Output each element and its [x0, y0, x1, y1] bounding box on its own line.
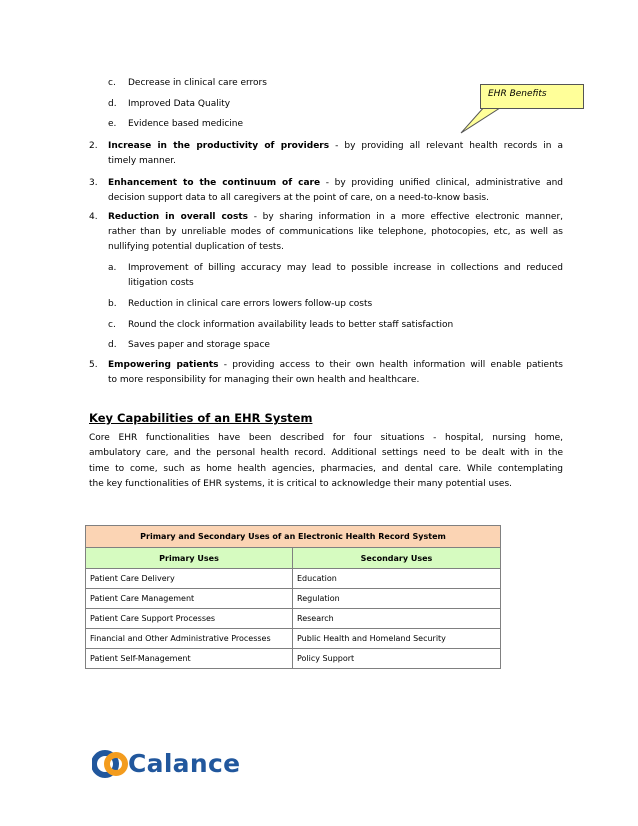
list-item: Evidence based medicine — [128, 119, 244, 129]
column-header-primary: Primary Uses — [86, 548, 293, 569]
table-row — [86, 629, 501, 649]
item-line — [108, 176, 563, 191]
paragraph-line: time to come, such as home health agencies, pharmacies, and dental care. While contemplating — [89, 464, 563, 474]
table-cell: Education — [293, 569, 501, 589]
list-marker: d. — [108, 99, 117, 109]
callout-pointer — [455, 105, 535, 137]
list-item: Saves paper and storage space — [128, 340, 270, 350]
item-text: rather than by unreliable modes of communications like telephone, photocopies, etc, as well as — [108, 227, 563, 237]
item-number: 2. — [89, 141, 98, 151]
list-marker: d. — [108, 340, 117, 350]
item-bold-title: Reduction in overall costs — [108, 212, 249, 222]
column-header-secondary: Secondary Uses — [293, 548, 501, 569]
list-item: Improved Data Quality — [128, 99, 231, 109]
table-row — [86, 589, 501, 609]
list-item: litigation costs — [128, 278, 194, 288]
item-number: 5. — [89, 360, 98, 370]
table-row — [86, 649, 501, 669]
list-marker: c. — [108, 320, 116, 330]
list-marker: e. — [108, 119, 117, 129]
table-cell: Patient Care Management — [86, 589, 293, 609]
item-number: 3. — [89, 178, 98, 188]
table-cell: Policy Support — [293, 649, 501, 669]
calance-logo-text: Calance — [128, 749, 241, 778]
paragraph-line: Core EHR functionalities have been described for four situations - hospital, nursing home, — [89, 433, 563, 443]
item-line — [108, 139, 563, 154]
table-cell: Financial and Other Administrative Processes — [86, 629, 293, 649]
list-item: Round the clock information availability leads to better staff satisfaction — [128, 320, 454, 330]
table-cell: Patient Self-Management — [86, 649, 293, 669]
list-item: Decrease in clinical care errors — [128, 78, 267, 88]
section-heading: Key Capabilities of an EHR System — [89, 411, 313, 425]
item-text: - providing access to their own health information will enable patients — [218, 360, 563, 370]
item-line — [108, 358, 563, 373]
item-bold-title: Empowering patients — [108, 360, 219, 370]
table-cell: Patient Care Delivery — [86, 569, 293, 589]
table-title: Primary and Secondary Uses of an Electronic Health Record System — [86, 526, 501, 548]
table-cell: Patient Care Support Processes — [86, 609, 293, 629]
item-number: 4. — [89, 212, 98, 222]
item-text: - by providing unified clinical, administrative and — [320, 178, 563, 188]
table-row — [86, 609, 501, 629]
list-marker: a. — [108, 263, 117, 273]
table-cell: Regulation — [293, 589, 501, 609]
list-item: Reduction in clinical care errors lowers follow-up costs — [128, 299, 373, 309]
callout-label: EHR Benefits — [488, 89, 547, 99]
item-text: nullifying potential duplication of tests. — [108, 242, 284, 252]
item-text: - by providing all relevant health records in a — [329, 141, 563, 151]
paragraph-line: ambulatory care, and the personal health record. Additional settings need to be dealt with in the — [89, 448, 563, 458]
item-bold-title: Enhancement to the continuum of care — [108, 178, 321, 188]
uses-table — [85, 525, 501, 669]
table-cell: Research — [293, 609, 501, 629]
item-text: to more responsibility for managing their own health and healthcare. — [108, 375, 420, 385]
list-marker: c. — [108, 78, 116, 88]
list-marker: b. — [108, 299, 117, 309]
item-bold-title: Increase in the productivity of providers — [108, 141, 330, 151]
list-item: Improvement of billing accuracy may lead to possible increase in collections and reduced — [128, 263, 563, 273]
item-text: decision support data to all caregivers at the point of care, on a need-to-know basis. — [108, 193, 489, 203]
table-cell: Public Health and Homeland Security — [293, 629, 501, 649]
item-line — [108, 210, 563, 225]
paragraph-line: the key functionalities of EHR systems, it is critical to acknowledge their many potential uses. — [89, 479, 513, 489]
ehr-benefits-callout — [480, 84, 584, 109]
calance-logo-mark-icon — [92, 744, 128, 784]
item-text: - by sharing information in a more effective electronic manner, — [248, 212, 564, 222]
item-text: timely manner. — [108, 156, 176, 166]
table-row — [86, 569, 501, 589]
